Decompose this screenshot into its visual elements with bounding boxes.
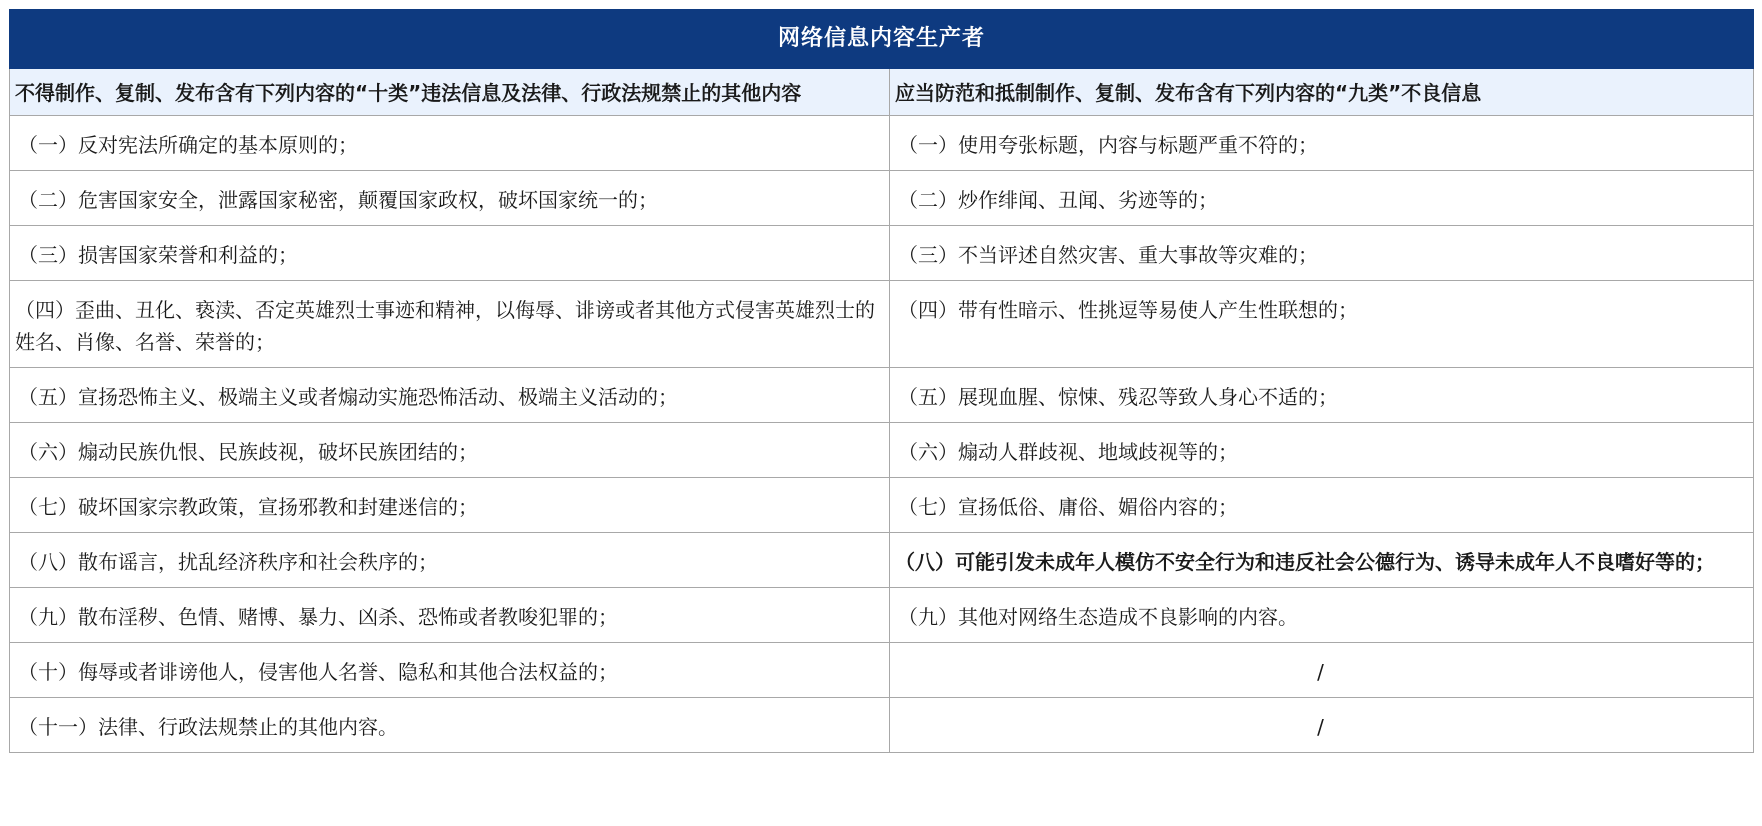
table-title: 网络信息内容生产者 <box>10 10 1754 69</box>
right-cell-empty: / <box>890 698 1754 753</box>
table-row <box>10 116 1754 171</box>
table-row <box>10 698 1754 753</box>
table-row <box>10 643 1754 698</box>
left-cell: （六）煽动民族仇恨、民族歧视，破坏民族团结的； <box>10 423 890 478</box>
table-row <box>10 281 1754 368</box>
right-cell: （七）宣扬低俗、庸俗、媚俗内容的； <box>890 478 1754 533</box>
left-cell: （一）反对宪法所确定的基本原则的； <box>10 116 890 171</box>
right-cell: （六）煽动人群歧视、地域歧视等的； <box>890 423 1754 478</box>
right-cell: （一）使用夸张标题，内容与标题严重不符的； <box>890 116 1754 171</box>
left-cell: （八）散布谣言，扰乱经济秩序和社会秩序的； <box>10 533 890 588</box>
table-row <box>10 533 1754 588</box>
left-cell: （五）宣扬恐怖主义、极端主义或者煽动实施恐怖活动、极端主义活动的； <box>10 368 890 423</box>
title-row <box>10 10 1754 69</box>
left-cell: （十一）法律、行政法规禁止的其他内容。 <box>10 698 890 753</box>
left-cell: （三）损害国家荣誉和利益的； <box>10 226 890 281</box>
content-table <box>9 9 1754 753</box>
table-row <box>10 588 1754 643</box>
left-cell: （四）歪曲、丑化、亵渎、否定英雄烈士事迹和精神，以侮辱、诽谤或者其他方式侵害英雄烈士的姓名、肖像、名誉、荣誉的； <box>10 281 890 368</box>
right-cell: （九）其他对网络生态造成不良影响的内容。 <box>890 588 1754 643</box>
right-cell: （三）不当评述自然灾害、重大事故等灾难的； <box>890 226 1754 281</box>
right-cell: （八）可能引发未成年人模仿不安全行为和违反社会公德行为、诱导未成年人不良嗜好等的； <box>890 533 1754 588</box>
header-right: 应当防范和抵制制作、复制、发布含有下列内容的“九类”不良信息 <box>890 69 1754 116</box>
left-cell: （七）破坏国家宗教政策，宣扬邪教和封建迷信的； <box>10 478 890 533</box>
table-row <box>10 226 1754 281</box>
table-row <box>10 171 1754 226</box>
right-cell-empty: / <box>890 643 1754 698</box>
table-row <box>10 423 1754 478</box>
table-row <box>10 368 1754 423</box>
right-cell: （二）炒作绯闻、丑闻、劣迹等的； <box>890 171 1754 226</box>
table-row <box>10 478 1754 533</box>
left-cell: （十）侮辱或者诽谤他人，侵害他人名誉、隐私和其他合法权益的； <box>10 643 890 698</box>
left-cell: （二）危害国家安全，泄露国家秘密，颠覆国家政权，破坏国家统一的； <box>10 171 890 226</box>
content-table-container <box>9 9 1753 753</box>
right-cell: （五）展现血腥、惊悚、残忍等致人身心不适的； <box>890 368 1754 423</box>
header-left: 不得制作、复制、发布含有下列内容的“十类”违法信息及法律、行政法规禁止的其他内容 <box>10 69 890 116</box>
left-cell: （九）散布淫秽、色情、赌博、暴力、凶杀、恐怖或者教唆犯罪的； <box>10 588 890 643</box>
right-cell: （四）带有性暗示、性挑逗等易使人产生性联想的； <box>890 281 1754 368</box>
header-row <box>10 69 1754 116</box>
